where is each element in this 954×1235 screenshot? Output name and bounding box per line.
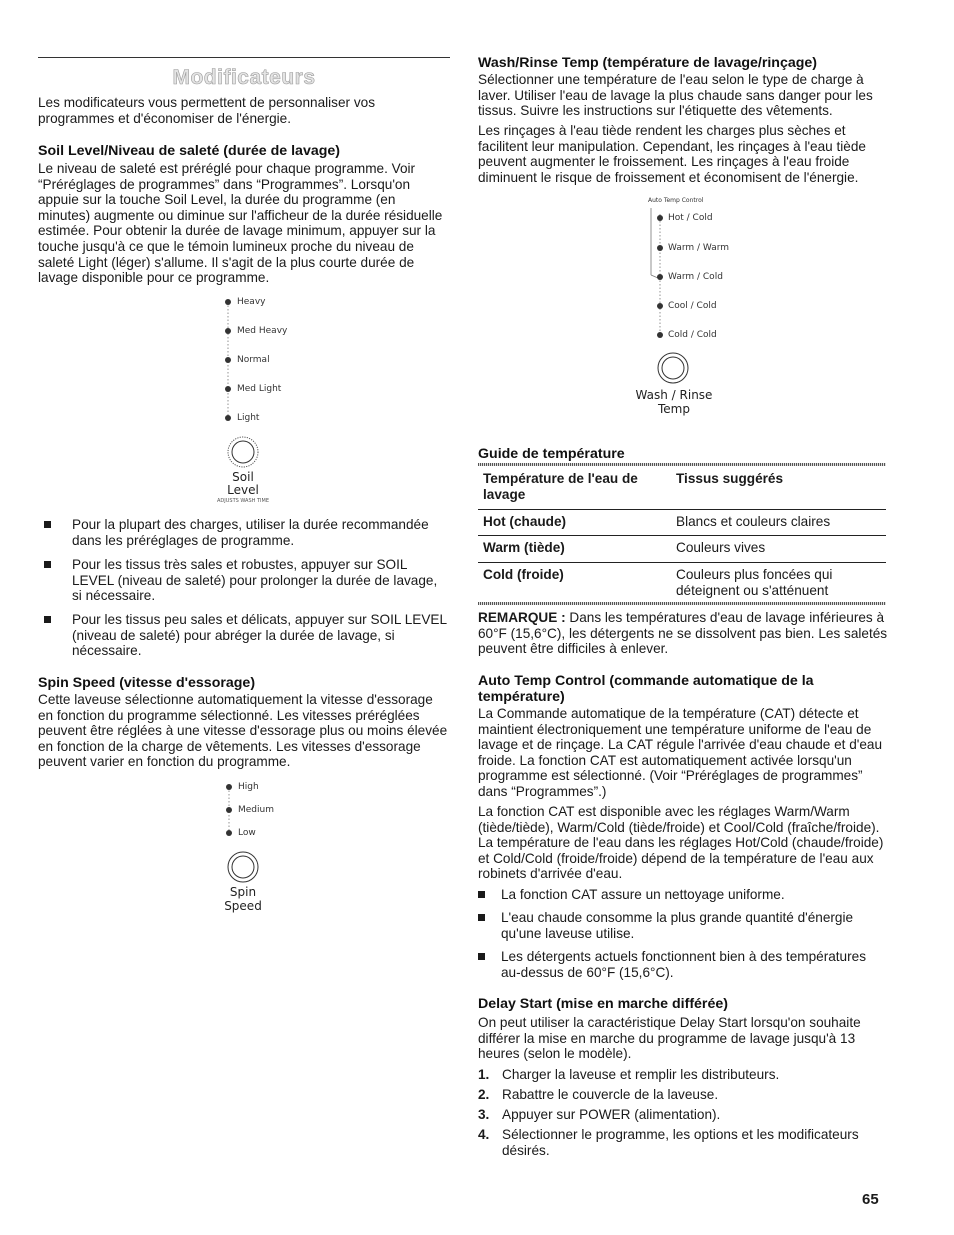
wash-rinse-name-2: Temp (658, 402, 690, 416)
soil-heading: Soil Level/Niveau de saleté (durée de lavage) (38, 143, 341, 159)
table-header-temp: Température de l'eau de lavage (483, 471, 638, 502)
soil-level-normal: Normal (237, 355, 270, 365)
note-label: REMARQUE : (478, 610, 566, 625)
wash-rinse-body-2: Les rinçages à l'eau tiède rendent les charges plus sèches et facilitent leur manipulation. Cependant, les rinçages à l'eau tiède peuvent augmenter le froissement. Les rinçages à l'eau froide diminuent le risque de froissement et économisent de l'énergie. (478, 123, 866, 185)
spin-speed-name-2: Speed (224, 899, 262, 913)
table-header-fabric: Tissus suggérés (676, 471, 784, 486)
bullet-icon (478, 953, 485, 960)
temperature-table (478, 463, 886, 613)
soil-bullet-2: Pour les tissus très sales et robustes, appuyer sur SOIL LEVEL (niveau de saleté) pour prolonger la durée de lavage, si nécessaire. (44, 557, 450, 604)
guide-note (478, 610, 888, 657)
delay-step-4: 4. Sélectionner le programme, les options et les modificateurs désirés. (478, 1127, 859, 1158)
table-hatch-top (478, 463, 886, 466)
bullet-icon (44, 561, 51, 568)
table-header-row (478, 469, 886, 510)
spin-speed-medium: Medium (238, 805, 274, 815)
soil-level-med-light: Med Light (237, 384, 282, 394)
bullet-icon (44, 616, 51, 623)
soil-level-med-heavy: Med Heavy (237, 326, 288, 336)
bullet-icon (478, 891, 485, 898)
wash-rinse-warm-warm: Warm / Warm (668, 243, 730, 253)
wash-rinse-body-1: Sélectionner une température de l'eau selon le type de charge à laver. Utiliser l'eau de lavage la plus chaude sans danger pour les tissus. Suivre les instructions sur l'étiquette des vêtements. (478, 72, 873, 119)
soil-level-light: Light (237, 413, 260, 423)
top-rule (38, 57, 450, 58)
intro-text: Les modificateurs vous permettent de personnaliser vos programmes et d'économiser de l'énergie. (38, 95, 375, 126)
page-title: Modificateurs (172, 66, 316, 89)
bullet-icon (478, 914, 485, 921)
spin-speed-name-1: Spin (229, 885, 257, 899)
wash-rinse-cool-cold: Cool / Cold (668, 301, 717, 311)
wash-rinse-hot-cold: Hot / Cold (668, 213, 713, 223)
delay-heading: Delay Start (mise en marche différée) (478, 996, 728, 1012)
wash-rinse-cold-cold: Cold / Cold (668, 330, 717, 340)
delay-step-1: 1. Charger la laveuse et remplir les distributeurs. (478, 1067, 780, 1082)
table-row: Hot (chaude) Blancs et couleurs claires (478, 510, 886, 536)
soil-level-control (215, 292, 315, 512)
auto-temp-heading: Auto Temp Control (commande automatique de la température) (478, 673, 814, 705)
auto-temp-body-1: La Commande automatique de la température (CAT) détecte et maintient électroniquement une température uniforme de l'eau de lavage et de rinçage. La CAT régule l'arrivée d'eau chaude et d'eau froide. La fonction CAT est automatiquement activée lorsqu'un programme est sélectionné. (Voir “Préréglages de programmes” dans “Programmes”.) (478, 706, 883, 799)
wash-rinse-warm-cold: Warm / Cold (668, 272, 723, 282)
table-row: Cold (froide) Couleurs plus foncées qui déteignent ou s'atténuent (483, 567, 833, 598)
bullet-icon (44, 521, 51, 528)
page-number: 65 (862, 1191, 879, 1208)
wash-rinse-heading: Wash/Rinse Temp (température de lavage/rinçage) (478, 55, 818, 71)
wash-rinse-control (630, 196, 750, 421)
delay-step-3: 3. Appuyer sur POWER (alimentation). (478, 1107, 721, 1122)
guide-heading: Guide de température (478, 446, 625, 462)
delay-body: On peut utiliser la caractéristique Delay Start lorsqu'on souhaite différer la mise en marche du programme de lavage jusqu'à 13 heures (selon le modèle). (478, 1015, 861, 1062)
wash-rinse-name-1: Wash / Rinse (635, 388, 713, 402)
soil-level-name-1: Soil (232, 470, 254, 484)
table-hatch-bottom (478, 602, 886, 605)
delay-step-2: 2. Rabattre le couvercle de la laveuse. (478, 1087, 719, 1102)
auto-temp-bullet-2: L'eau chaude consomme la plus grande quantité d'énergie qu'une laveuse utilise. (478, 910, 888, 941)
soil-level-heavy: Heavy (237, 297, 266, 307)
soil-level-name-2: Level (227, 483, 259, 497)
table-row: Warm (tiède) Couleurs vives (478, 536, 886, 563)
soil-body: Le niveau de saleté est préréglé pour chaque programme. Voir “Préréglages de programmes” dans “Programmes”. Lorsqu'on appuie sur la touche Soil Level, la durée du programme (en minutes) augmente ou diminue sur l'afficheur de la durée résiduelle estimée. Pour obtenir la durée de lavage minimum, appuyer sur la touche jusqu'à ce que le témoin lumineux proche du niveau de saleté Light (léger) s'allume. Il s'agit de la plus courte durée de lavage disponible pour ce programme. (38, 161, 443, 286)
auto-temp-bullet-1: La fonction CAT assure un nettoyage uniforme. (478, 887, 888, 903)
soil-level-sub: ADJUSTS WASH TIME (216, 498, 269, 504)
spin-body: Cette laveuse sélectionne automatiquement la vitesse d'essorage en fonction du programme sélectionné. Les vitesses préréglées peuvent être réglées à une vitesse d'essorage plus ou moins élevée en fonction de la charge de vêtements. Les vitesses d'essorage peuvent varier en fonction du programme. (38, 692, 448, 770)
spin-heading: Spin Speed (vitesse d'essorage) (38, 675, 256, 691)
soil-bullet-1: Pour la plupart des charges, utiliser la durée recommandée dans les préréglages de programme. (44, 517, 450, 548)
soil-bullet-3: Pour les tissus peu sales et délicats, appuyer sur SOIL LEVEL (niveau de saleté) pour abréger la durée de lavage, si nécessaire. (44, 612, 450, 659)
spin-speed-control (218, 780, 318, 920)
spin-speed-high: High (238, 782, 259, 792)
note-text: Dans les températures d'eau de lavage inférieures à 60°F (15,6°C), les détergents ne se dissolvent pas bien. Les saletés peuvent être difficiles à enlever. (478, 610, 888, 657)
auto-temp-bullet-3: Les détergents actuels fonctionnent bien à des températures au-dessus de 60°F (15,6°C). (478, 949, 888, 980)
auto-temp-label: Auto Temp Control (648, 197, 704, 204)
auto-temp-body-2: La fonction CAT est disponible avec les réglages Warm/Warm (tiède/tiède), Warm/Cold (tiède/froide) et Cool/Cold (fraîche/froide). La température de l'eau dans les réglages Hot/Cold (chaude/froide) et Cold/Cold (froide/froide) dépend de la température de l'eau aux robinets d'arrivée d'eau. (478, 804, 884, 882)
spin-speed-low: Low (238, 828, 256, 838)
